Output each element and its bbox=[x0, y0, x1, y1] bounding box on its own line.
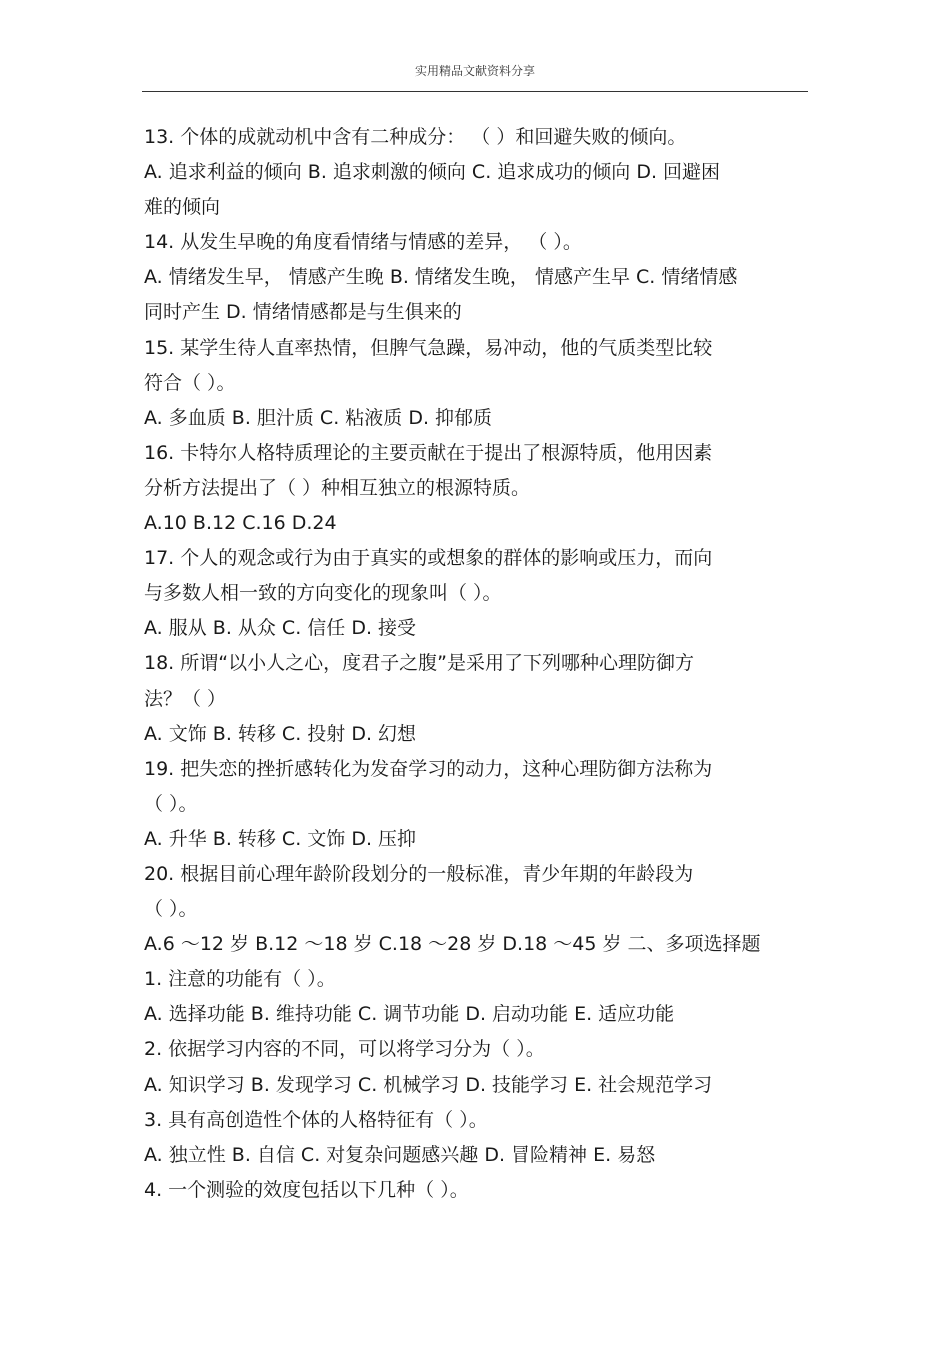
text-line: 13. 个体的成就动机中含有二种成分： （ ）和回避失败的倾向。 bbox=[144, 126, 687, 148]
text-line: 难的倾向 bbox=[144, 196, 221, 219]
text-line: 14. 从发生早晚的角度看情绪与情感的差异， （ ）。 bbox=[144, 231, 582, 254]
text-line: 1. 注意的功能有（ ）。 bbox=[144, 968, 336, 991]
text-line: 与多数人相一致的方向变化的现象叫（ ）。 bbox=[144, 582, 502, 605]
page-header: 实用精品文献资料分享 bbox=[414, 64, 535, 78]
text-line: 3. 具有高创造性个体的人格特征有（ ）。 bbox=[144, 1108, 488, 1131]
text-line: 19. 把失恋的挫折感转化为发奋学习的动力，这种心理防御方法称为 bbox=[144, 757, 713, 780]
text-line: A. 升华 B. 转移 C. 文饰 D. 压抑 bbox=[144, 827, 417, 850]
header-divider bbox=[142, 91, 808, 92]
text-line: 符合（ ）。 bbox=[144, 371, 236, 394]
text-line: A.6 ～12 岁 B.12 ～18 岁 C.18 ～28 岁 D.18 ～45 岁 二、多项选择题 bbox=[144, 933, 761, 956]
text-line: 4. 一个测验的效度包括以下几种（ ）。 bbox=[144, 1178, 469, 1201]
text-line: A. 文饰 B. 转移 C. 投射 D. 幻想 bbox=[144, 722, 417, 745]
text-line: 2. 依据学习内容的不同，可以将学习分为（ ）。 bbox=[144, 1038, 545, 1061]
text-line: 20. 根据目前心理年龄阶段划分的一般标准，青少年期的年龄段为 bbox=[144, 862, 694, 885]
text-line: A. 情绪发生早， 情感产生晚 B. 情绪发生晚， 情感产生早 C. 情绪情感 bbox=[144, 266, 738, 289]
text-line: A. 服从 B. 从众 C. 信任 D. 接受 bbox=[144, 617, 417, 640]
text-line: 18. 所谓“以小人之心，度君子之腹”是采用了下列哪种心理防御方 bbox=[144, 652, 694, 675]
text-line: （ ）。 bbox=[144, 792, 198, 815]
text-line: 法？（ ） bbox=[144, 687, 227, 710]
text-line: A.10 B.12 C.16 D.24 bbox=[144, 512, 337, 535]
text-line: 同时产生 D. 情绪情感都是与生俱来的 bbox=[144, 301, 462, 324]
question-content bbox=[144, 120, 808, 1208]
text-line: A. 独立性 B. 自信 C. 对复杂问题感兴趣 D. 冒险精神 E. 易怒 bbox=[144, 1143, 656, 1166]
text-line: A. 选择功能 B. 维持功能 C. 调节功能 D. 启动功能 E. 适应功能 bbox=[144, 1003, 675, 1026]
text-line: （ ）。 bbox=[144, 898, 198, 921]
text-line: A. 追求利益的倾向 B. 追求刺激的倾向 C. 追求成功的倾向 D. 回避困 bbox=[144, 161, 721, 184]
text-line: 分析方法提出了（ ）种相互独立的根源特质。 bbox=[144, 476, 531, 499]
text-line: 17. 个人的观念或行为由于真实的或想象的群体的影响或压力，而向 bbox=[144, 547, 713, 570]
text-line: 15. 某学生待人直率热情，但脾气急躁，易冲动，他的气质类型比较 bbox=[144, 336, 713, 359]
text-line: A. 知识学习 B. 发现学习 C. 机械学习 D. 技能学习 E. 社会规范学习 bbox=[144, 1073, 713, 1096]
text-line: 16. 卡特尔人格特质理论的主要贡献在于提出了根源特质，他用因素 bbox=[144, 441, 713, 464]
text-line: A. 多血质 B. 胆汁质 C. 粘液质 D. 抑郁质 bbox=[144, 406, 493, 429]
